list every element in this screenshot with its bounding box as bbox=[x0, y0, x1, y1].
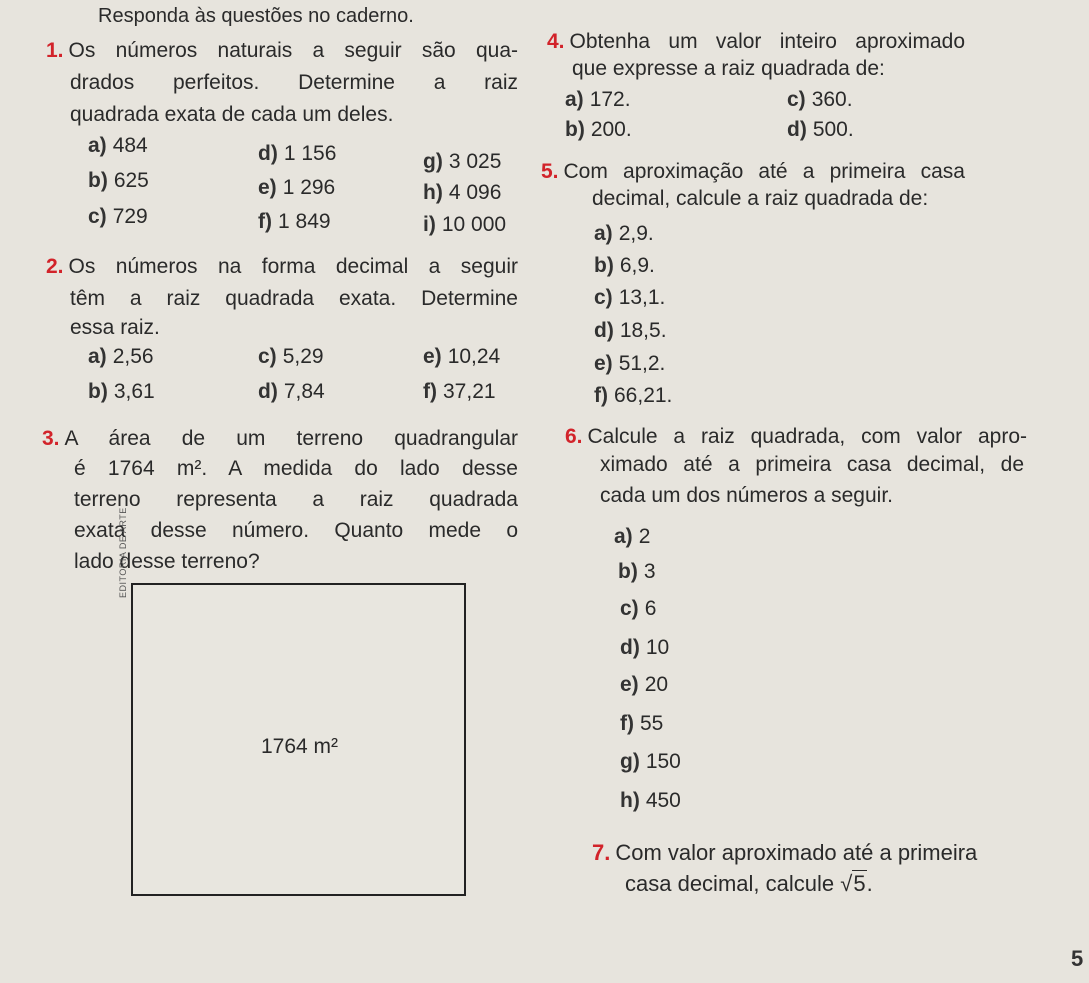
list-item: e) 20 bbox=[620, 673, 669, 696]
list-item: e) 1 296 bbox=[258, 176, 336, 199]
question-text-line: exata desse número. Quanto mede o bbox=[74, 519, 518, 542]
list-item: c) 360. bbox=[787, 88, 853, 111]
list-item: d) 500. bbox=[787, 118, 854, 141]
list-item: h) 4 096 bbox=[423, 181, 502, 204]
question-text-line: ximado até a primeira casa decimal, de bbox=[600, 453, 1024, 476]
question-text-line: Os números naturais a seguir são qua- bbox=[68, 39, 518, 62]
question-number: 1. bbox=[46, 39, 64, 62]
question-number: 4. bbox=[547, 30, 565, 53]
sentence-end: . bbox=[866, 871, 873, 896]
list-item: f) 37,21 bbox=[423, 380, 496, 403]
list-item: f) 66,21. bbox=[594, 384, 673, 407]
question-text-line: lado desse terreno? bbox=[74, 550, 260, 573]
list-item: f) 55 bbox=[620, 712, 664, 735]
list-item: d) 1 156 bbox=[258, 142, 337, 165]
list-item: c) 5,29 bbox=[258, 345, 324, 368]
question-text-line: Com valor aproximado até a primeira bbox=[615, 840, 978, 865]
instruction-header: Responda às questões no caderno. bbox=[98, 5, 414, 27]
land-square-figure bbox=[131, 583, 466, 896]
square-root-expression: √5 bbox=[840, 871, 866, 896]
list-item: c) 6 bbox=[620, 597, 657, 620]
question-text-line: decimal, calcule a raiz quadrada de: bbox=[592, 187, 929, 210]
list-item: b) 625 bbox=[88, 169, 149, 192]
question-text-line: Calcule a raiz quadrada, com valor apro- bbox=[587, 425, 1027, 448]
question-number: 2. bbox=[46, 255, 64, 278]
question-text-line: quadrada exata de cada um deles. bbox=[70, 103, 394, 126]
question-text-line: drados perfeitos. Determine a raiz bbox=[70, 71, 518, 94]
question-text-line: Os números na forma decimal a seguir bbox=[68, 255, 518, 278]
list-item: b) 3 bbox=[618, 560, 656, 583]
question-text-line: que expresse a raiz quadrada de: bbox=[572, 57, 885, 80]
question-text-line: A área de um terreno quadrangular bbox=[64, 427, 518, 450]
list-item: b) 3,61 bbox=[88, 380, 155, 403]
question-text-line: terreno representa a raiz quadrada bbox=[74, 488, 518, 511]
list-item: d) 7,84 bbox=[258, 380, 325, 403]
figure-credit: EDITORIA DE ARTE bbox=[118, 507, 128, 598]
list-item: g) 150 bbox=[620, 750, 681, 773]
area-label: 1764 m² bbox=[261, 735, 339, 758]
list-item: a) 2 bbox=[614, 525, 651, 548]
list-item: c) 729 bbox=[88, 205, 148, 228]
question-number: 5. bbox=[541, 160, 559, 183]
list-item: h) 450 bbox=[620, 789, 681, 812]
list-item: i) 10 000 bbox=[423, 213, 507, 236]
list-item: d) 10 bbox=[620, 636, 670, 659]
question-text-line: têm a raiz quadrada exata. Determine bbox=[70, 287, 518, 310]
list-item: g) 3 025 bbox=[423, 150, 502, 173]
question-text-line: cada um dos números a seguir. bbox=[600, 484, 893, 507]
question-text-line: casa decimal, calcule bbox=[625, 871, 835, 896]
list-item: a) 2,56 bbox=[88, 345, 154, 368]
list-item: b) 6,9. bbox=[594, 254, 655, 277]
list-item: b) 200. bbox=[565, 118, 632, 141]
list-item: f) 1 849 bbox=[258, 210, 331, 233]
question-text-line: essa raiz. bbox=[70, 316, 160, 339]
page-number: 5 bbox=[1071, 946, 1084, 971]
question-number: 7. bbox=[592, 840, 611, 865]
question-text-line: é 1764 m². A medida do lado desse bbox=[74, 457, 518, 480]
list-item: a) 484 bbox=[88, 134, 148, 157]
radicand: 5 bbox=[853, 871, 866, 896]
question-text-line: Obtenha um valor inteiro aproximado bbox=[569, 30, 965, 53]
question-number: 6. bbox=[565, 425, 583, 448]
list-item: c) 13,1. bbox=[594, 286, 666, 309]
list-item: a) 172. bbox=[565, 88, 631, 111]
list-item: e) 10,24 bbox=[423, 345, 501, 368]
question-number: 3. bbox=[42, 427, 60, 450]
question-text-line: Com aproximação até a primeira casa bbox=[563, 160, 965, 183]
list-item: a) 2,9. bbox=[594, 222, 654, 245]
list-item: e) 51,2. bbox=[594, 352, 666, 375]
list-item: d) 18,5. bbox=[594, 319, 667, 342]
